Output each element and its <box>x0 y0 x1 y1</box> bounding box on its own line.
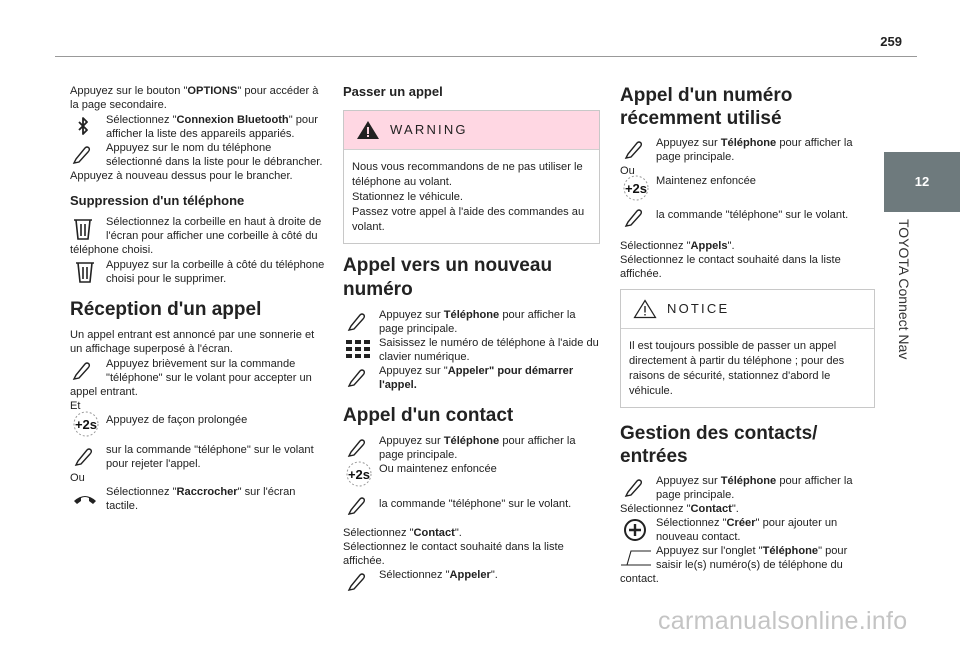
finger-touch-icon <box>345 366 371 390</box>
finger-touch-icon <box>345 436 371 460</box>
notice-label: NOTICE <box>667 301 730 316</box>
step-trash-2: Appuyez sur la corbeille à côté du téléphone choisi pour le supprimer. <box>70 258 325 286</box>
heading-reception: Réception d'un appel <box>70 299 262 320</box>
trash-icon <box>70 217 96 241</box>
heading-gestion: Gestion des contacts/ entrées <box>620 423 818 467</box>
finger-touch-icon <box>345 310 371 334</box>
notice-box <box>620 289 875 408</box>
warning-triangle-icon <box>356 120 380 140</box>
long-press-2s-icon <box>622 175 648 199</box>
finger-touch-icon <box>70 359 96 383</box>
warning-label: WARNING <box>390 122 468 137</box>
heading-nouveau-numero: Appel vers un nouveau numéro <box>343 255 553 300</box>
step-telephone-2: Appuyez sur Téléphone pour afficher la page principale. <box>343 434 600 462</box>
step-reject: sur la commande "téléphone" sur le volant pour rejeter l'appel. <box>70 443 325 471</box>
press-again: Appuyez à nouveau dessus pour le brancher. <box>70 170 293 182</box>
finger-touch-icon <box>622 138 648 162</box>
notice-header <box>621 290 874 329</box>
select-in-list: Sélectionnez le contact souhaité dans la liste affichée. <box>620 254 841 280</box>
svg-text:+2s: +2s <box>624 181 648 196</box>
heading-recent: Appel d'un numéro récemment utilisé <box>620 85 793 129</box>
heading-appel-contact: Appel d'un contact <box>343 405 514 426</box>
ou-text: Ou <box>620 165 635 177</box>
finger-touch-icon <box>345 570 371 594</box>
step-long-press: +2s Appuyez de façon prolongée <box>70 413 325 437</box>
et-text: Et <box>70 400 81 412</box>
chapter-title <box>893 219 913 369</box>
warning-line-3: Passez votre appel à l'aide des commandes au volant. <box>352 206 585 233</box>
step-keypad: Saisissez le numéro de téléphone à l'aide du clavier numérique. <box>343 336 600 364</box>
column-2 <box>343 84 600 582</box>
select-calls: Sélectionnez "Appels". <box>620 240 735 252</box>
step-telephone: Appuyez sur Téléphone pour afficher la page principale. <box>620 136 875 164</box>
step-tab: Appuyez sur l'onglet "Téléphone" pour saisir le(s) numéro(s) de téléphone du contact. <box>620 545 848 585</box>
finger-touch-icon <box>622 476 648 500</box>
bluetooth-icon <box>70 115 96 141</box>
svg-text:+2s: +2s <box>347 467 371 482</box>
step-create: Sélectionnez "Créer" pour ajouter un nouveau contact. <box>620 516 875 544</box>
chapter-title-text: TOYOTA Connect Nav <box>896 219 912 360</box>
step-wheel-cmd: la commande "téléphone" sur le volant. <box>343 492 600 516</box>
page-number: 259 <box>880 34 902 49</box>
footer-watermark: carmanualsonline.info <box>658 607 908 635</box>
finger-touch-icon <box>622 206 648 230</box>
header-rule <box>55 56 917 57</box>
select-contact: Sélectionnez "Contact". <box>343 527 462 539</box>
intro-paragraph: Appuyez sur le bouton "OPTIONS" pour accéder à la page secondaire. <box>70 85 319 111</box>
trash-icon <box>72 260 98 284</box>
finger-touch-icon <box>72 445 98 469</box>
step-call: Appuyez sur "Appeler" pour démarrer l'appel. <box>343 364 600 392</box>
long-press-2s-icon <box>345 461 371 485</box>
finger-touch-icon <box>70 143 96 167</box>
heading-suppression: Suppression d'un téléphone <box>70 193 245 208</box>
warning-body <box>344 150 599 243</box>
warning-box <box>343 110 600 244</box>
ou-text: Ou <box>70 472 85 484</box>
step-wheel-cmd: la commande "téléphone" sur le volant. <box>620 204 875 230</box>
column-3 <box>620 84 875 586</box>
step-press-name: Appuyez sur le nom du téléphone sélectionné dans la liste pour le débrancher. <box>70 141 325 169</box>
warning-line-2: Stationnez le véhicule. <box>352 191 464 203</box>
step-hangup: Sélectionnez "Raccrocher" sur l'écran tactile. <box>70 485 325 513</box>
long-press-2s-icon <box>72 411 98 435</box>
select-in-list: Sélectionnez le contact souhaité dans la liste affichée. <box>343 541 564 567</box>
step-or-hold: +2s Ou maintenez enfoncée <box>343 462 600 484</box>
keypad-icon <box>345 338 371 362</box>
step-hold: +2s Maintenez enfoncée <box>620 178 875 202</box>
heading-passer-appel: Passer un appel <box>343 84 443 99</box>
warning-line-1: Nous vous recommandons de ne pas utiliser le téléphone au volant. <box>352 161 583 188</box>
warning-header <box>344 111 599 150</box>
tab-icon <box>620 546 652 570</box>
incoming-call-text: Un appel entrant est annoncé par une sonnerie et un affichage superposé à l'écran. <box>70 329 315 355</box>
finger-touch-icon <box>345 494 371 518</box>
notice-triangle-icon <box>633 299 657 319</box>
step-telephone: Appuyez sur Téléphone pour afficher la page principale. <box>343 308 600 336</box>
notice-text: Il est toujours possible de passer un appel directement à partir du téléphone ; pour des raisons de sécurité, stationnez d'abord le véhicule. <box>629 340 845 397</box>
step-telephone-2: Appuyez sur Téléphone pour afficher la page principale. <box>620 474 875 502</box>
column-1 <box>70 84 325 513</box>
step-bluetooth: Sélectionnez "Connexion Bluetooth" pour afficher la liste des appareils appariés. <box>70 113 325 141</box>
step-short-press: Appuyez brièvement sur la commande "téléphone" sur le volant pour accepter un appel entrant. <box>70 358 312 398</box>
notice-body <box>621 329 874 407</box>
step-trash-1: Sélectionnez la corbeille en haut à droite de l'écran pour afficher une corbeille à côté du téléphone choisi. <box>70 216 322 256</box>
hang-up-icon <box>72 491 98 515</box>
step-select-call: Sélectionnez "Appeler". <box>343 568 600 582</box>
add-contact-icon <box>622 518 648 542</box>
select-contact: Sélectionnez "Contact". <box>620 503 739 515</box>
chapter-tab: 12 <box>884 152 960 212</box>
svg-text:+2s: +2s <box>74 417 98 432</box>
